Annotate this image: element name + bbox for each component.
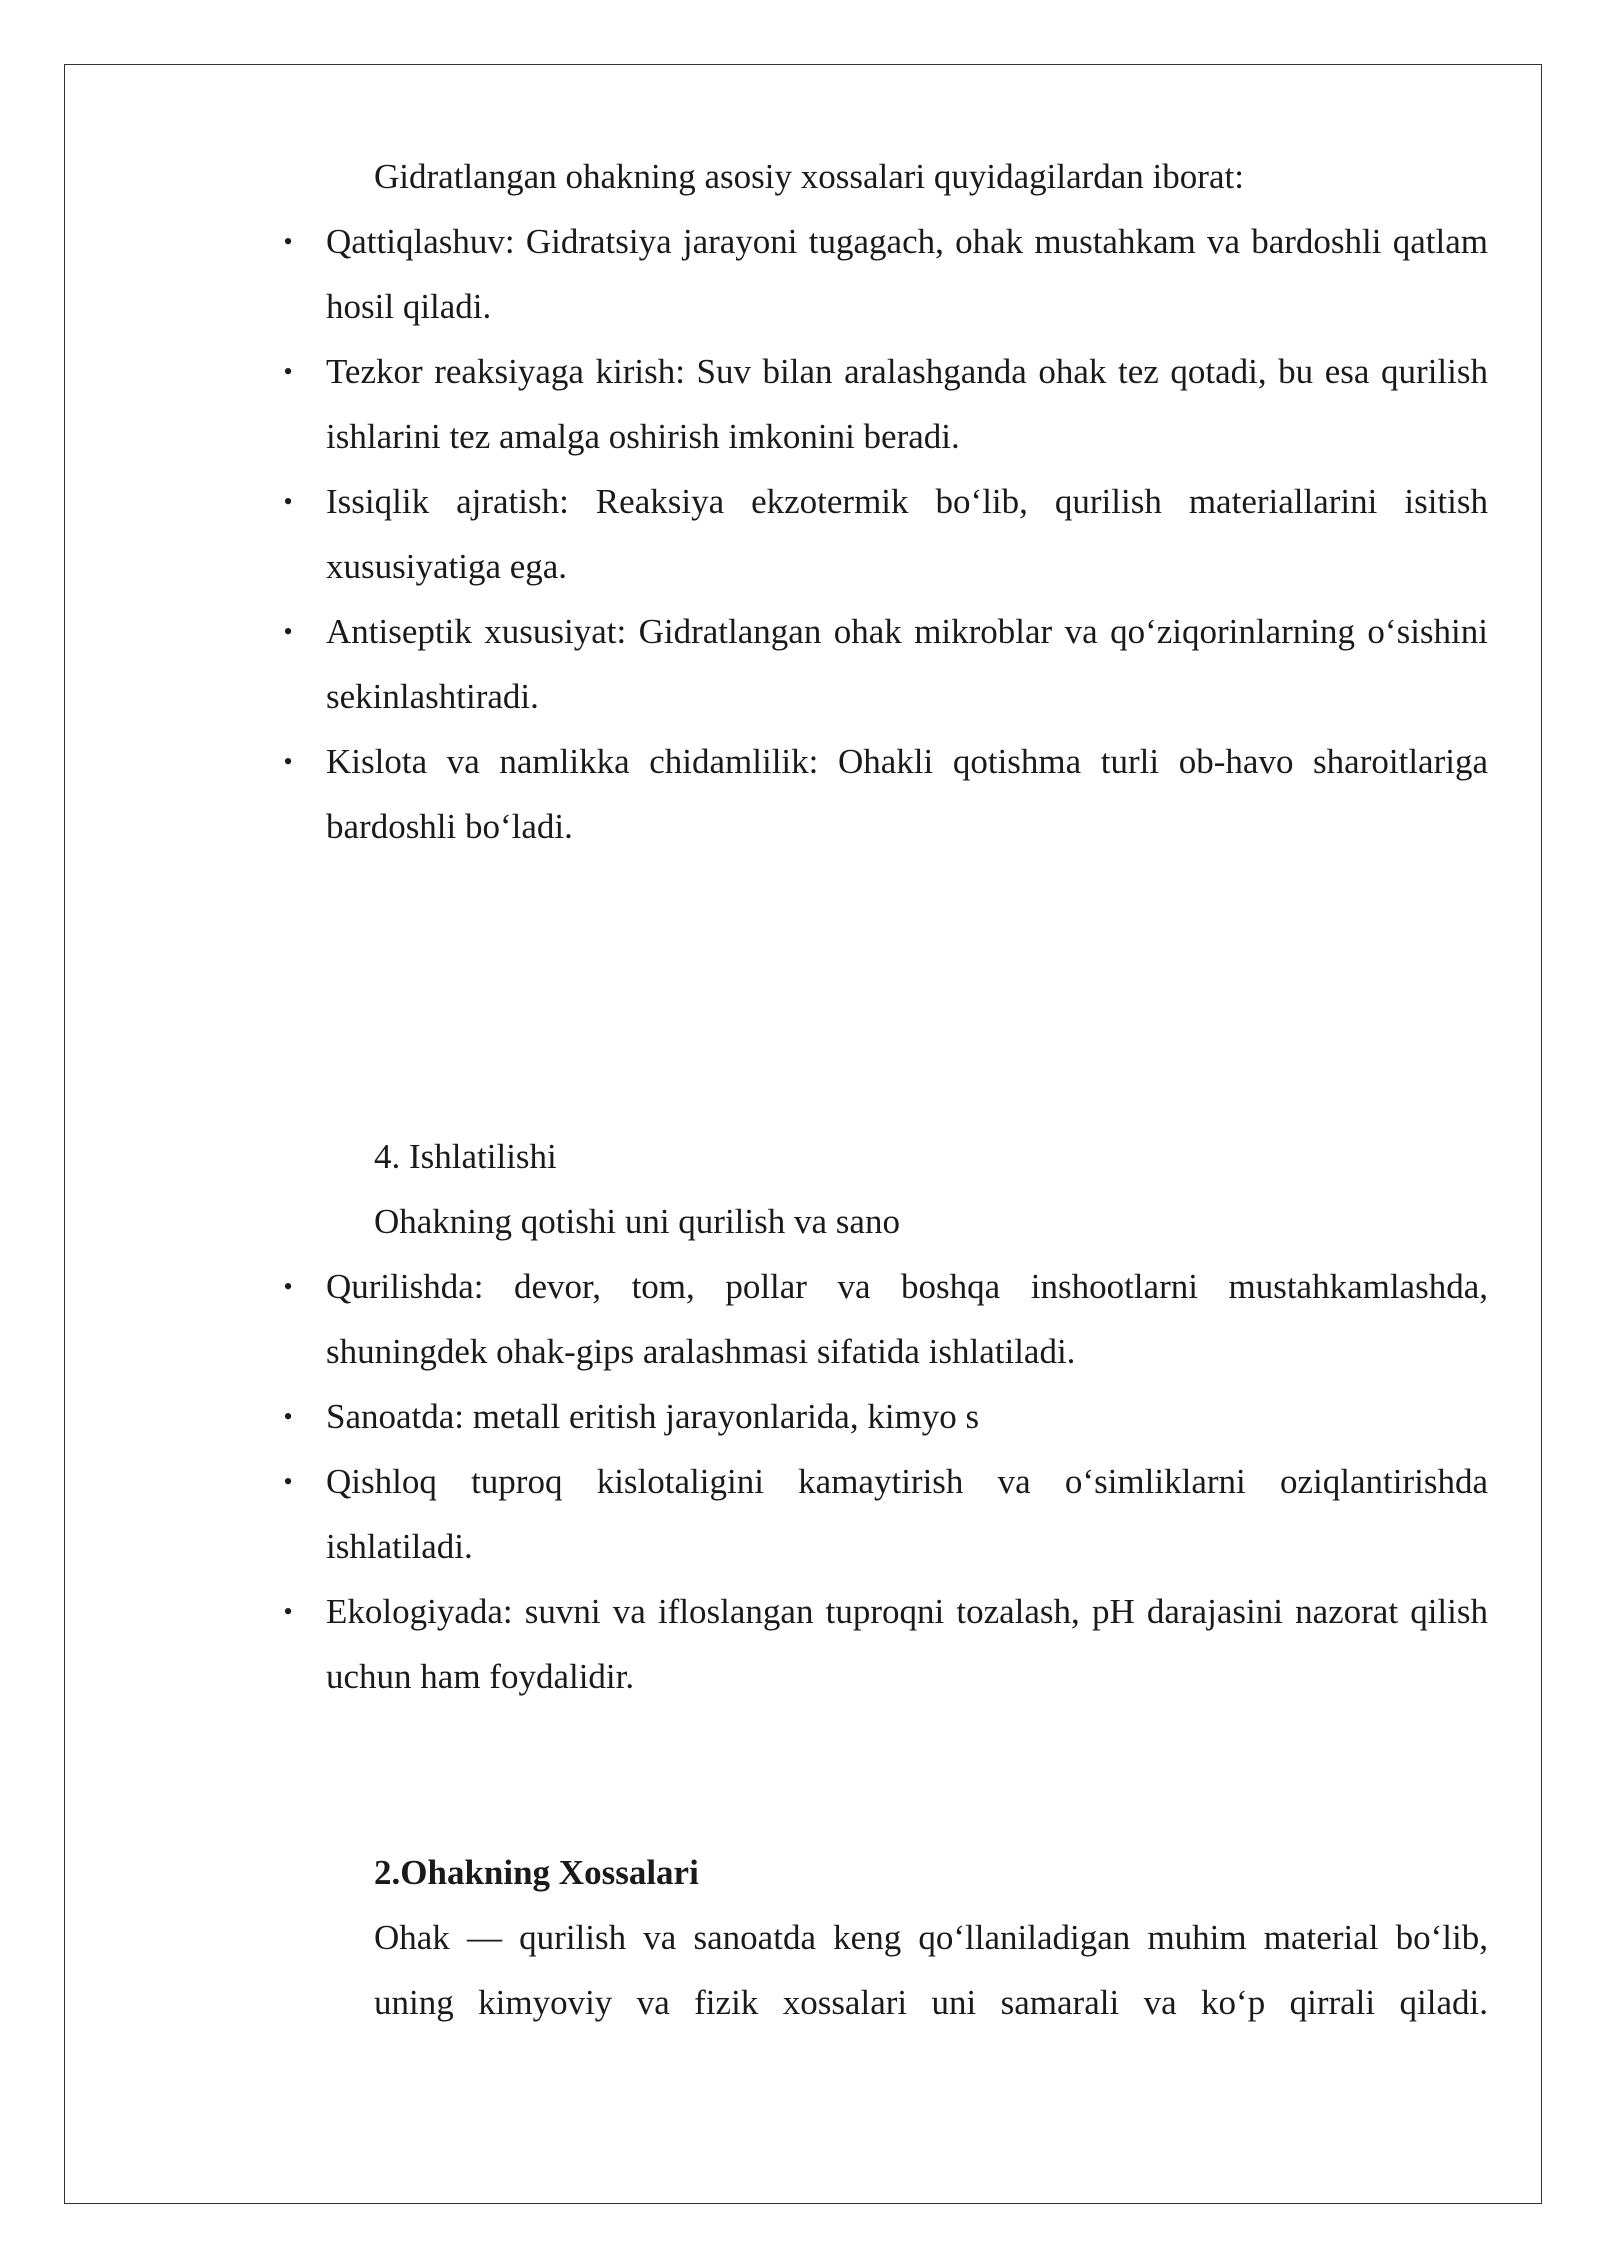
usage-intro: Ohakning qotishi uni qurilish va sano <box>374 1202 900 1241</box>
section-paragraph: Ohak — qurilish va sanoatda keng qo‘llaniladigan muhim material bo‘lib, uning kimyoviy va fizik xossalari uni samarali va ko‘p qirrali qiladi. <box>374 1918 1488 2022</box>
bullet-icon: • <box>283 747 293 776</box>
bullet-icon: • <box>283 1467 293 1496</box>
list-item: • Tezkor reaksiyaga kirish: Suv bilan aralashganda ohak tez qotadi, bu esa qurilish ishlarini tez amalga oshirish imkonini beradi. <box>326 339 1488 469</box>
bullet-icon: • <box>283 1597 293 1626</box>
usage-heading: 4. Ishlatilishi <box>374 1137 557 1176</box>
properties-intro: Gidratlangan ohakning asosiy xossalari quyidagilardan iborat: <box>374 157 1244 196</box>
list-item: • Qishloq tuproq kislotaligini kamaytirish va o‘simliklarni oziqlantirishda ishlatiladi. <box>326 1449 1488 1579</box>
section-heading: 2.Ohakning Xossalari <box>374 1853 699 1892</box>
list-item: • Kislota va namlikka chidamlilik: Ohakli qotishma turli ob-havo sharoitlariga bardoshli bo‘ladi. <box>326 729 1488 859</box>
list-item: • Qurilishda: devor, tom, pollar va boshqa inshootlarni mustahkamlashda, shuningdek ohak-gips aralashmasi sifatida ishlatiladi. <box>326 1254 1488 1384</box>
list-item: • Issiqlik ajratish: Reaksiya ekzotermik bo‘lib, qurilish materiallarini isitish xususiyatiga ega. <box>326 469 1488 599</box>
list-item: • Sanoatda: metall eritish jarayonlarida, kimyo s <box>326 1384 1488 1449</box>
section-lime-properties <box>326 1840 1488 2035</box>
list-item: • Antiseptik xususiyat: Gidratlangan ohak mikroblar va qo‘ziqorinlarning o‘sishini sekinlashtiradi. <box>326 599 1488 729</box>
section-properties <box>283 144 1488 859</box>
bullet-icon: • <box>283 1272 293 1301</box>
usage-list <box>283 1254 1488 1709</box>
section-usage <box>283 1124 1488 1709</box>
bullet-icon: • <box>283 617 293 646</box>
list-item: • Qattiqlashuv: Gidratsiya jarayoni tugagach, ohak mustahkam va bardoshli qatlam hosil qiladi. <box>326 209 1488 339</box>
bullet-icon: • <box>283 1402 293 1431</box>
bullet-icon: • <box>283 227 293 256</box>
properties-list <box>283 209 1488 859</box>
bullet-icon: • <box>283 357 293 386</box>
bullet-icon: • <box>283 487 293 516</box>
list-item: • Ekologiyada: suvni va ifloslangan tuproqni tozalash, pH darajasini nazorat qilish uchun ham foydalidir. <box>326 1579 1488 1709</box>
